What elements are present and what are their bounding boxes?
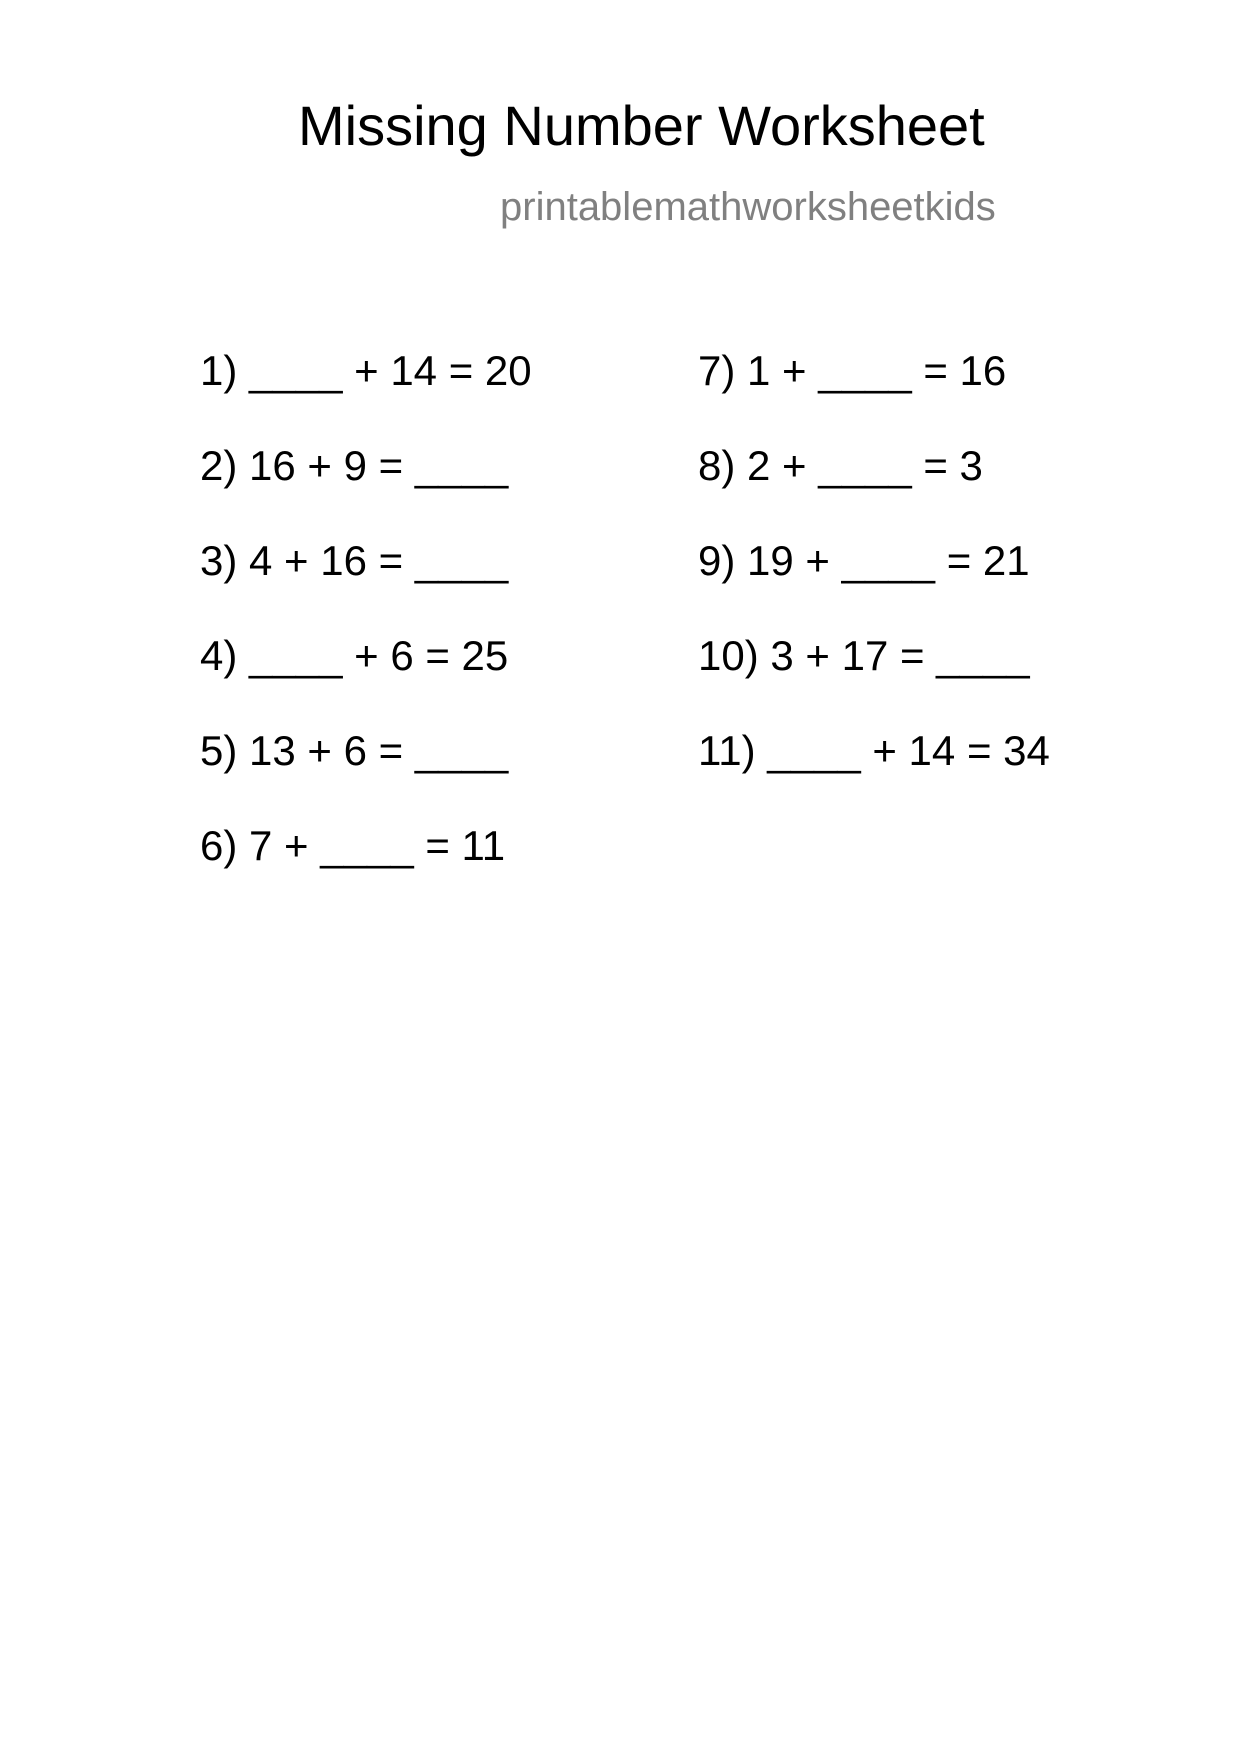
page-subtitle: printablemathworksheetkids: [500, 185, 996, 229]
problem-9: 9) 19 + ____ = 21: [698, 537, 1030, 584]
problem-column-left: [200, 347, 532, 869]
problem-6: 6) 7 + ____ = 11: [200, 822, 506, 869]
problem-column-right: [698, 347, 1050, 774]
problem-1: 1) ____ + 14 = 20: [200, 347, 532, 394]
problem-11: 11) ____ + 14 = 34: [698, 727, 1050, 774]
problem-10: 10) 3 + 17 = ____: [698, 632, 1030, 679]
problem-8: 8) 2 + ____ = 3: [698, 442, 983, 489]
problem-5: 5) 13 + 6 = ____: [200, 727, 509, 774]
page-title: Missing Number Worksheet: [298, 94, 985, 157]
problem-7: 7) 1 + ____ = 16: [698, 347, 1007, 394]
problem-grid: [0, 347, 1240, 910]
problem-4: 4) ____ + 6 = 25: [200, 632, 509, 679]
problem-3: 3) 4 + 16 = ____: [200, 537, 509, 584]
problem-2: 2) 16 + 9 = ____: [200, 442, 509, 489]
